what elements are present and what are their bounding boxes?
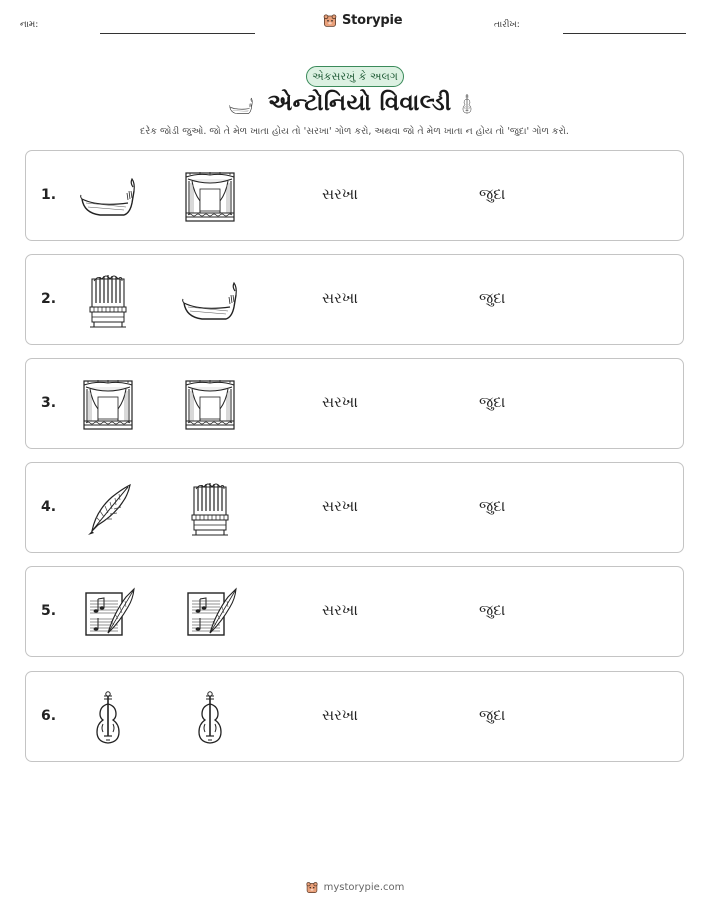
question-row xyxy=(25,462,684,553)
question-row xyxy=(25,150,684,241)
same-option[interactable]: સરખા xyxy=(322,393,358,411)
question-row xyxy=(25,566,684,657)
question-number: 3. xyxy=(41,395,57,411)
gondola-icon xyxy=(78,169,138,225)
organ-icon xyxy=(78,273,138,329)
question-number: 2. xyxy=(41,291,57,307)
question-row xyxy=(25,254,684,345)
question-row xyxy=(25,671,684,762)
organ-icon xyxy=(180,481,240,537)
title-row xyxy=(0,88,709,122)
brand-name: Storypie xyxy=(342,12,403,28)
storypie-mascot-icon xyxy=(305,880,319,894)
question-number: 4. xyxy=(41,499,57,515)
footer xyxy=(0,880,709,894)
footer-url: mystorypie.com xyxy=(323,881,405,893)
same-option[interactable]: સરખા xyxy=(322,601,358,619)
sheet-music-icon xyxy=(180,585,240,641)
different-option[interactable]: જુદા xyxy=(479,185,506,203)
different-option[interactable]: જુદા xyxy=(479,393,506,411)
question-number: 5. xyxy=(41,603,57,619)
different-option[interactable]: જુદા xyxy=(479,289,506,307)
page-title: એન્ટોનિયો વિવાલ્ડી xyxy=(268,90,452,116)
name-line[interactable] xyxy=(100,33,255,34)
question-row xyxy=(25,358,684,449)
same-option[interactable]: સરખા xyxy=(322,289,358,307)
question-number: 6. xyxy=(41,708,57,724)
storypie-logo xyxy=(322,12,402,28)
date-line[interactable] xyxy=(563,33,686,34)
different-option[interactable]: જુદા xyxy=(479,601,506,619)
gondola-icon xyxy=(180,273,240,329)
gondola-icon xyxy=(224,94,258,118)
quill-icon xyxy=(78,481,138,537)
theater-icon xyxy=(78,377,138,433)
storypie-mascot-icon xyxy=(322,12,338,28)
violin-icon xyxy=(78,690,138,746)
instructions: દરેક જોડી જુઓ. જો તે મેળ ખાતા હોય તો 'સરખા' ગોળ કરો, અથવા જો તે મેળ ખાતા ન હોય તો 'જુદા' ગોળ કરો. xyxy=(140,126,569,137)
different-option[interactable]: જુદા xyxy=(479,497,506,515)
same-option[interactable]: સરખા xyxy=(322,497,358,515)
theater-icon xyxy=(180,169,240,225)
worksheet-type-badge: એકસરખું કે અલગ xyxy=(306,66,404,87)
date-label: તારીખ: xyxy=(494,20,520,30)
name-label: નામ: xyxy=(20,20,39,30)
violin-icon xyxy=(456,88,478,120)
same-option[interactable]: સરખા xyxy=(322,185,358,203)
same-option[interactable]: સરખા xyxy=(322,706,358,724)
different-option[interactable]: જુદા xyxy=(479,706,506,724)
question-number: 1. xyxy=(41,187,57,203)
theater-icon xyxy=(180,377,240,433)
violin-icon xyxy=(180,690,240,746)
sheet-music-icon xyxy=(78,585,138,641)
